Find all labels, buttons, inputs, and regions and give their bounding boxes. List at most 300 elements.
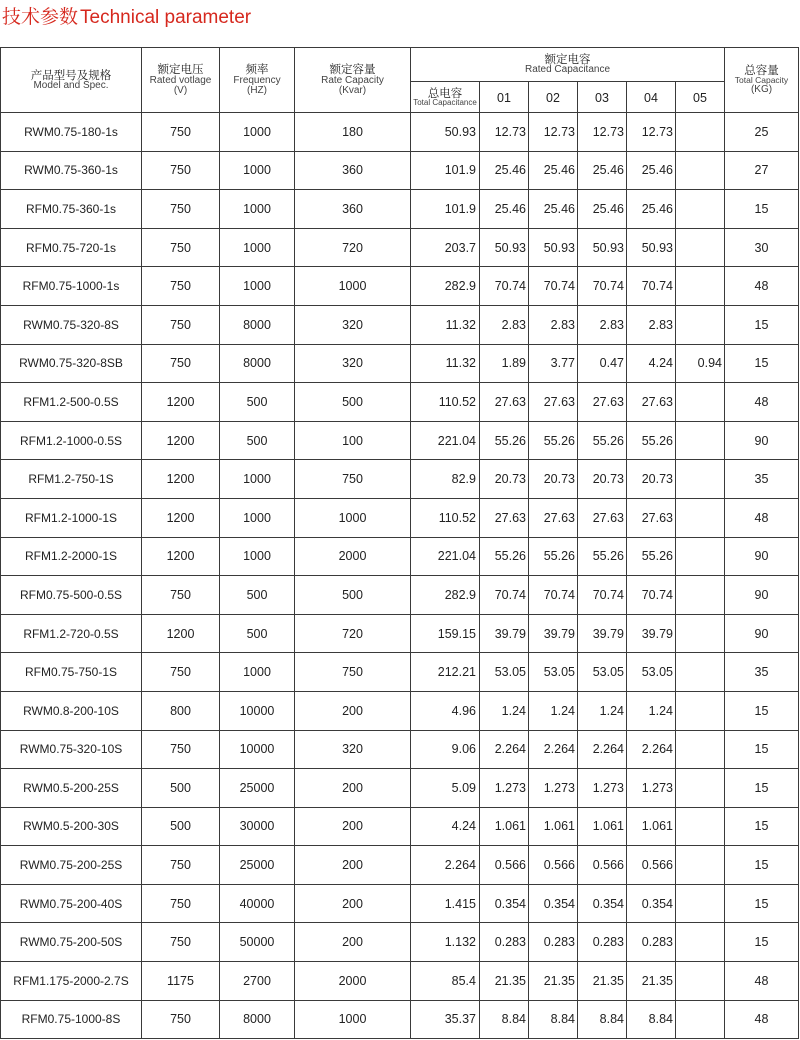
cell-weight: 90 xyxy=(725,576,799,615)
cell-cap-05 xyxy=(676,730,725,769)
cell-cap-05 xyxy=(676,846,725,885)
cell-cap-02: 0.354 xyxy=(529,884,578,923)
table-row xyxy=(1,151,799,190)
cell-capacity: 100 xyxy=(295,421,411,460)
cell-total-capacitance: 221.04 xyxy=(411,421,480,460)
cell-capacity: 750 xyxy=(295,460,411,499)
cell-voltage: 750 xyxy=(142,923,220,962)
table-row xyxy=(1,228,799,267)
cell-cap-05 xyxy=(676,884,725,923)
title-cn: 技术参数 xyxy=(2,6,79,28)
cell-capacity: 320 xyxy=(295,344,411,383)
cell-cap-02: 1.061 xyxy=(529,807,578,846)
cell-cap-04: 2.83 xyxy=(627,305,676,344)
cell-cap-04: 4.24 xyxy=(627,344,676,383)
cell-weight: 90 xyxy=(725,614,799,653)
cell-cap-01: 1.273 xyxy=(480,769,529,808)
cell-cap-04: 1.24 xyxy=(627,691,676,730)
table-row xyxy=(1,460,799,499)
cell-cap-03: 25.46 xyxy=(578,151,627,190)
cell-model: RWM0.8-200-10S xyxy=(1,691,142,730)
header-capacity: 额定容量 Rate Capacity (Kvar) xyxy=(295,48,411,113)
cell-cap-01: 12.73 xyxy=(480,113,529,152)
cell-weight: 48 xyxy=(725,962,799,1001)
cell-model: RWM0.75-200-40S xyxy=(1,884,142,923)
cell-cap-03: 50.93 xyxy=(578,228,627,267)
cell-capacity: 360 xyxy=(295,190,411,229)
cell-cap-02: 27.63 xyxy=(529,383,578,422)
cell-capacity: 200 xyxy=(295,846,411,885)
cell-cap-05 xyxy=(676,113,725,152)
cell-cap-04: 70.74 xyxy=(627,267,676,306)
cell-frequency: 1000 xyxy=(220,267,295,306)
cell-frequency: 1000 xyxy=(220,460,295,499)
cell-cap-05 xyxy=(676,769,725,808)
cell-voltage: 1175 xyxy=(142,962,220,1001)
cell-weight: 25 xyxy=(725,113,799,152)
cell-cap-02: 12.73 xyxy=(529,113,578,152)
cell-voltage: 750 xyxy=(142,190,220,229)
cell-frequency: 30000 xyxy=(220,807,295,846)
cell-cap-02: 25.46 xyxy=(529,190,578,229)
cell-total-capacitance: 159.15 xyxy=(411,614,480,653)
cell-cap-03: 0.47 xyxy=(578,344,627,383)
table-row xyxy=(1,498,799,537)
cell-cap-01: 0.566 xyxy=(480,846,529,885)
cell-cap-04: 1.061 xyxy=(627,807,676,846)
cell-model: RFM1.2-720-0.5S xyxy=(1,614,142,653)
cell-capacity: 200 xyxy=(295,691,411,730)
cell-voltage: 750 xyxy=(142,884,220,923)
cell-cap-03: 70.74 xyxy=(578,267,627,306)
cell-frequency: 500 xyxy=(220,614,295,653)
cell-frequency: 50000 xyxy=(220,923,295,962)
cell-frequency: 500 xyxy=(220,576,295,615)
cell-model: RFM0.75-360-1s xyxy=(1,190,142,229)
cell-voltage: 1200 xyxy=(142,421,220,460)
cell-total-capacitance: 11.32 xyxy=(411,305,480,344)
cell-model: RWM0.75-200-50S xyxy=(1,923,142,962)
cell-frequency: 2700 xyxy=(220,962,295,1001)
cell-total-capacitance: 1.132 xyxy=(411,923,480,962)
header-total-capacitance: 总电容 Total Capacitance xyxy=(411,82,480,113)
cell-total-capacitance: 101.9 xyxy=(411,151,480,190)
cell-total-capacitance: 35.37 xyxy=(411,1000,480,1039)
table-row xyxy=(1,769,799,808)
title-en: Technical parameter xyxy=(80,7,252,28)
cell-total-capacitance: 2.264 xyxy=(411,846,480,885)
cell-weight: 48 xyxy=(725,383,799,422)
cell-capacity: 750 xyxy=(295,653,411,692)
cell-cap-03: 55.26 xyxy=(578,537,627,576)
cell-voltage: 750 xyxy=(142,305,220,344)
table-row xyxy=(1,730,799,769)
cell-weight: 48 xyxy=(725,267,799,306)
cell-capacity: 500 xyxy=(295,576,411,615)
header-weight: 总容量 Total Capacity (KG) xyxy=(725,48,799,113)
cell-voltage: 750 xyxy=(142,1000,220,1039)
cell-total-capacitance: 1.415 xyxy=(411,884,480,923)
cell-cap-01: 1.24 xyxy=(480,691,529,730)
cell-cap-03: 1.273 xyxy=(578,769,627,808)
cell-voltage: 750 xyxy=(142,653,220,692)
cell-frequency: 1000 xyxy=(220,190,295,229)
cell-cap-01: 25.46 xyxy=(480,151,529,190)
cell-weight: 35 xyxy=(725,653,799,692)
cell-cap-05 xyxy=(676,460,725,499)
cell-voltage: 750 xyxy=(142,846,220,885)
cell-cap-01: 0.283 xyxy=(480,923,529,962)
cell-model: RFM0.75-1000-1s xyxy=(1,267,142,306)
cell-frequency: 1000 xyxy=(220,228,295,267)
cell-voltage: 1200 xyxy=(142,537,220,576)
table-row xyxy=(1,614,799,653)
cell-weight: 15 xyxy=(725,691,799,730)
cell-cap-03: 39.79 xyxy=(578,614,627,653)
cell-cap-01: 21.35 xyxy=(480,962,529,1001)
cell-cap-03: 70.74 xyxy=(578,576,627,615)
table-row xyxy=(1,884,799,923)
cell-total-capacitance: 50.93 xyxy=(411,113,480,152)
cell-cap-01: 53.05 xyxy=(480,653,529,692)
cell-cap-05 xyxy=(676,190,725,229)
cell-frequency: 1000 xyxy=(220,498,295,537)
cell-cap-03: 2.264 xyxy=(578,730,627,769)
cell-weight: 15 xyxy=(725,807,799,846)
table-row xyxy=(1,344,799,383)
cell-cap-05 xyxy=(676,383,725,422)
cell-cap-04: 55.26 xyxy=(627,537,676,576)
cell-capacity: 2000 xyxy=(295,962,411,1001)
cell-total-capacitance: 110.52 xyxy=(411,383,480,422)
cell-capacity: 1000 xyxy=(295,1000,411,1039)
cell-cap-05 xyxy=(676,421,725,460)
cell-cap-04: 8.84 xyxy=(627,1000,676,1039)
cell-frequency: 500 xyxy=(220,383,295,422)
cell-total-capacitance: 9.06 xyxy=(411,730,480,769)
cell-cap-02: 1.24 xyxy=(529,691,578,730)
cell-model: RWM0.75-360-1s xyxy=(1,151,142,190)
header-sub-02: 02 xyxy=(529,82,578,113)
cell-frequency: 1000 xyxy=(220,151,295,190)
cell-model: RFM0.75-750-1S xyxy=(1,653,142,692)
cell-voltage: 1200 xyxy=(142,383,220,422)
cell-cap-05 xyxy=(676,151,725,190)
cell-cap-03: 2.83 xyxy=(578,305,627,344)
cell-cap-03: 20.73 xyxy=(578,460,627,499)
cell-frequency: 8000 xyxy=(220,1000,295,1039)
cell-cap-04: 25.46 xyxy=(627,190,676,229)
cell-model: RFM1.175-2000-2.7S xyxy=(1,962,142,1001)
cell-cap-01: 39.79 xyxy=(480,614,529,653)
cell-cap-02: 20.73 xyxy=(529,460,578,499)
cell-cap-01: 70.74 xyxy=(480,267,529,306)
cell-voltage: 750 xyxy=(142,228,220,267)
cell-cap-02: 2.264 xyxy=(529,730,578,769)
cell-voltage: 1200 xyxy=(142,498,220,537)
cell-weight: 48 xyxy=(725,1000,799,1039)
cell-cap-02: 39.79 xyxy=(529,614,578,653)
table-row xyxy=(1,807,799,846)
cell-capacity: 1000 xyxy=(295,498,411,537)
cell-weight: 15 xyxy=(725,730,799,769)
cell-cap-01: 2.264 xyxy=(480,730,529,769)
cell-cap-01: 27.63 xyxy=(480,498,529,537)
cell-total-capacitance: 282.9 xyxy=(411,576,480,615)
cell-voltage: 800 xyxy=(142,691,220,730)
cell-cap-05 xyxy=(676,267,725,306)
cell-cap-02: 50.93 xyxy=(529,228,578,267)
cell-cap-02: 21.35 xyxy=(529,962,578,1001)
cell-cap-05 xyxy=(676,537,725,576)
cell-cap-03: 0.283 xyxy=(578,923,627,962)
cell-model: RWM0.75-200-25S xyxy=(1,846,142,885)
cell-voltage: 750 xyxy=(142,113,220,152)
cell-frequency: 40000 xyxy=(220,884,295,923)
cell-cap-05 xyxy=(676,498,725,537)
cell-weight: 27 xyxy=(725,151,799,190)
cell-model: RWM0.75-320-8SB xyxy=(1,344,142,383)
cell-cap-04: 20.73 xyxy=(627,460,676,499)
cell-capacity: 200 xyxy=(295,884,411,923)
cell-total-capacitance: 4.96 xyxy=(411,691,480,730)
table-row xyxy=(1,190,799,229)
cell-cap-01: 25.46 xyxy=(480,190,529,229)
cell-cap-05 xyxy=(676,653,725,692)
cell-cap-05 xyxy=(676,1000,725,1039)
cell-cap-01: 55.26 xyxy=(480,421,529,460)
cell-frequency: 1000 xyxy=(220,653,295,692)
cell-cap-05 xyxy=(676,228,725,267)
cell-weight: 15 xyxy=(725,344,799,383)
cell-model: RFM1.2-1000-0.5S xyxy=(1,421,142,460)
header-sub-03: 03 xyxy=(578,82,627,113)
cell-model: RFM1.2-750-1S xyxy=(1,460,142,499)
table-row xyxy=(1,576,799,615)
cell-capacity: 200 xyxy=(295,923,411,962)
cell-cap-01: 20.73 xyxy=(480,460,529,499)
cell-cap-04: 27.63 xyxy=(627,383,676,422)
cell-cap-02: 0.283 xyxy=(529,923,578,962)
cell-cap-04: 27.63 xyxy=(627,498,676,537)
cell-capacity: 720 xyxy=(295,614,411,653)
cell-total-capacitance: 82.9 xyxy=(411,460,480,499)
cell-cap-05 xyxy=(676,691,725,730)
cell-model: RWM0.5-200-30S xyxy=(1,807,142,846)
cell-cap-01: 55.26 xyxy=(480,537,529,576)
table-row xyxy=(1,267,799,306)
cell-weight: 15 xyxy=(725,769,799,808)
header-frequency: 频率 Frequency (HZ) xyxy=(220,48,295,113)
cell-model: RWM0.75-320-10S xyxy=(1,730,142,769)
header-sub-01: 01 xyxy=(480,82,529,113)
cell-frequency: 500 xyxy=(220,421,295,460)
cell-model: RWM0.75-320-8S xyxy=(1,305,142,344)
cell-frequency: 1000 xyxy=(220,113,295,152)
cell-weight: 15 xyxy=(725,305,799,344)
cell-model: RFM0.75-500-0.5S xyxy=(1,576,142,615)
cell-total-capacitance: 221.04 xyxy=(411,537,480,576)
cell-cap-04: 0.354 xyxy=(627,884,676,923)
cell-cap-02: 70.74 xyxy=(529,267,578,306)
cell-cap-04: 39.79 xyxy=(627,614,676,653)
cell-cap-04: 70.74 xyxy=(627,576,676,615)
cell-total-capacitance: 282.9 xyxy=(411,267,480,306)
cell-cap-03: 53.05 xyxy=(578,653,627,692)
cell-cap-01: 70.74 xyxy=(480,576,529,615)
cell-cap-03: 55.26 xyxy=(578,421,627,460)
cell-total-capacitance: 212.21 xyxy=(411,653,480,692)
cell-frequency: 10000 xyxy=(220,691,295,730)
cell-weight: 90 xyxy=(725,421,799,460)
cell-voltage: 1200 xyxy=(142,460,220,499)
cell-cap-03: 0.566 xyxy=(578,846,627,885)
table-row xyxy=(1,113,799,152)
table-row xyxy=(1,1000,799,1039)
cell-model: RFM0.75-1000-8S xyxy=(1,1000,142,1039)
cell-cap-02: 27.63 xyxy=(529,498,578,537)
cell-model: RFM0.75-720-1s xyxy=(1,228,142,267)
cell-cap-03: 1.061 xyxy=(578,807,627,846)
cell-cap-05 xyxy=(676,305,725,344)
table-row xyxy=(1,923,799,962)
cell-cap-02: 25.46 xyxy=(529,151,578,190)
cell-model: RFM1.2-1000-1S xyxy=(1,498,142,537)
cell-voltage: 750 xyxy=(142,344,220,383)
cell-cap-04: 0.283 xyxy=(627,923,676,962)
cell-cap-03: 21.35 xyxy=(578,962,627,1001)
cell-voltage: 750 xyxy=(142,267,220,306)
cell-cap-05 xyxy=(676,923,725,962)
cell-cap-05: 0.94 xyxy=(676,344,725,383)
cell-cap-02: 3.77 xyxy=(529,344,578,383)
cell-cap-05 xyxy=(676,962,725,1001)
cell-cap-04: 55.26 xyxy=(627,421,676,460)
cell-cap-04: 50.93 xyxy=(627,228,676,267)
cell-cap-03: 0.354 xyxy=(578,884,627,923)
cell-voltage: 750 xyxy=(142,151,220,190)
cell-capacity: 320 xyxy=(295,305,411,344)
cell-weight: 90 xyxy=(725,537,799,576)
cell-cap-04: 0.566 xyxy=(627,846,676,885)
header-voltage: 额定电压 Rated votlage (V) xyxy=(142,48,220,113)
cell-model: RWM0.75-180-1s xyxy=(1,113,142,152)
cell-cap-04: 53.05 xyxy=(627,653,676,692)
header-model: 产品型号及规格 Model and Spec. xyxy=(1,48,142,113)
cell-capacity: 1000 xyxy=(295,267,411,306)
cell-frequency: 1000 xyxy=(220,537,295,576)
table-row xyxy=(1,383,799,422)
cell-capacity: 500 xyxy=(295,383,411,422)
table-body xyxy=(1,113,799,1039)
table-header xyxy=(1,48,799,113)
cell-frequency: 25000 xyxy=(220,769,295,808)
cell-weight: 30 xyxy=(725,228,799,267)
cell-total-capacitance: 4.24 xyxy=(411,807,480,846)
cell-model: RWM0.5-200-25S xyxy=(1,769,142,808)
cell-voltage: 750 xyxy=(142,730,220,769)
cell-cap-02: 2.83 xyxy=(529,305,578,344)
cell-cap-04: 1.273 xyxy=(627,769,676,808)
cell-cap-02: 55.26 xyxy=(529,537,578,576)
cell-total-capacitance: 85.4 xyxy=(411,962,480,1001)
cell-frequency: 25000 xyxy=(220,846,295,885)
cell-cap-03: 12.73 xyxy=(578,113,627,152)
cell-capacity: 320 xyxy=(295,730,411,769)
cell-cap-04: 12.73 xyxy=(627,113,676,152)
cell-cap-01: 27.63 xyxy=(480,383,529,422)
cell-cap-02: 70.74 xyxy=(529,576,578,615)
cell-cap-03: 8.84 xyxy=(578,1000,627,1039)
cell-voltage: 750 xyxy=(142,576,220,615)
cell-weight: 15 xyxy=(725,846,799,885)
cell-cap-03: 25.46 xyxy=(578,190,627,229)
cell-weight: 15 xyxy=(725,923,799,962)
table-row xyxy=(1,962,799,1001)
table-row xyxy=(1,653,799,692)
cell-voltage: 1200 xyxy=(142,614,220,653)
cell-capacity: 180 xyxy=(295,113,411,152)
header-sub-05: 05 xyxy=(676,82,725,113)
cell-cap-01: 1.89 xyxy=(480,344,529,383)
cell-model: RFM1.2-2000-1S xyxy=(1,537,142,576)
cell-frequency: 8000 xyxy=(220,344,295,383)
cell-frequency: 10000 xyxy=(220,730,295,769)
cell-cap-01: 1.061 xyxy=(480,807,529,846)
cell-cap-05 xyxy=(676,576,725,615)
cell-cap-03: 27.63 xyxy=(578,498,627,537)
cell-capacity: 200 xyxy=(295,807,411,846)
cell-total-capacitance: 110.52 xyxy=(411,498,480,537)
cell-model: RFM1.2-500-0.5S xyxy=(1,383,142,422)
cell-capacity: 200 xyxy=(295,769,411,808)
cell-cap-02: 8.84 xyxy=(529,1000,578,1039)
header-sub-04: 04 xyxy=(627,82,676,113)
cell-total-capacitance: 101.9 xyxy=(411,190,480,229)
cell-capacity: 360 xyxy=(295,151,411,190)
cell-total-capacitance: 5.09 xyxy=(411,769,480,808)
cell-cap-02: 55.26 xyxy=(529,421,578,460)
cell-cap-01: 50.93 xyxy=(480,228,529,267)
cell-capacity: 2000 xyxy=(295,537,411,576)
cell-cap-03: 1.24 xyxy=(578,691,627,730)
page-title xyxy=(2,4,251,30)
cell-cap-01: 2.83 xyxy=(480,305,529,344)
header-capacitance: 额定电容 Rated Capacitance xyxy=(411,48,725,82)
cell-cap-02: 0.566 xyxy=(529,846,578,885)
cell-cap-01: 0.354 xyxy=(480,884,529,923)
cell-cap-02: 53.05 xyxy=(529,653,578,692)
cell-voltage: 500 xyxy=(142,769,220,808)
cell-capacity: 720 xyxy=(295,228,411,267)
table-row xyxy=(1,846,799,885)
cell-total-capacitance: 203.7 xyxy=(411,228,480,267)
table-row xyxy=(1,421,799,460)
cell-frequency: 8000 xyxy=(220,305,295,344)
cell-voltage: 500 xyxy=(142,807,220,846)
table-row xyxy=(1,305,799,344)
cell-weight: 35 xyxy=(725,460,799,499)
spec-table xyxy=(0,47,799,1039)
cell-cap-04: 21.35 xyxy=(627,962,676,1001)
cell-cap-02: 1.273 xyxy=(529,769,578,808)
cell-cap-05 xyxy=(676,614,725,653)
cell-cap-04: 25.46 xyxy=(627,151,676,190)
cell-weight: 15 xyxy=(725,884,799,923)
cell-weight: 48 xyxy=(725,498,799,537)
cell-total-capacitance: 11.32 xyxy=(411,344,480,383)
cell-cap-04: 2.264 xyxy=(627,730,676,769)
